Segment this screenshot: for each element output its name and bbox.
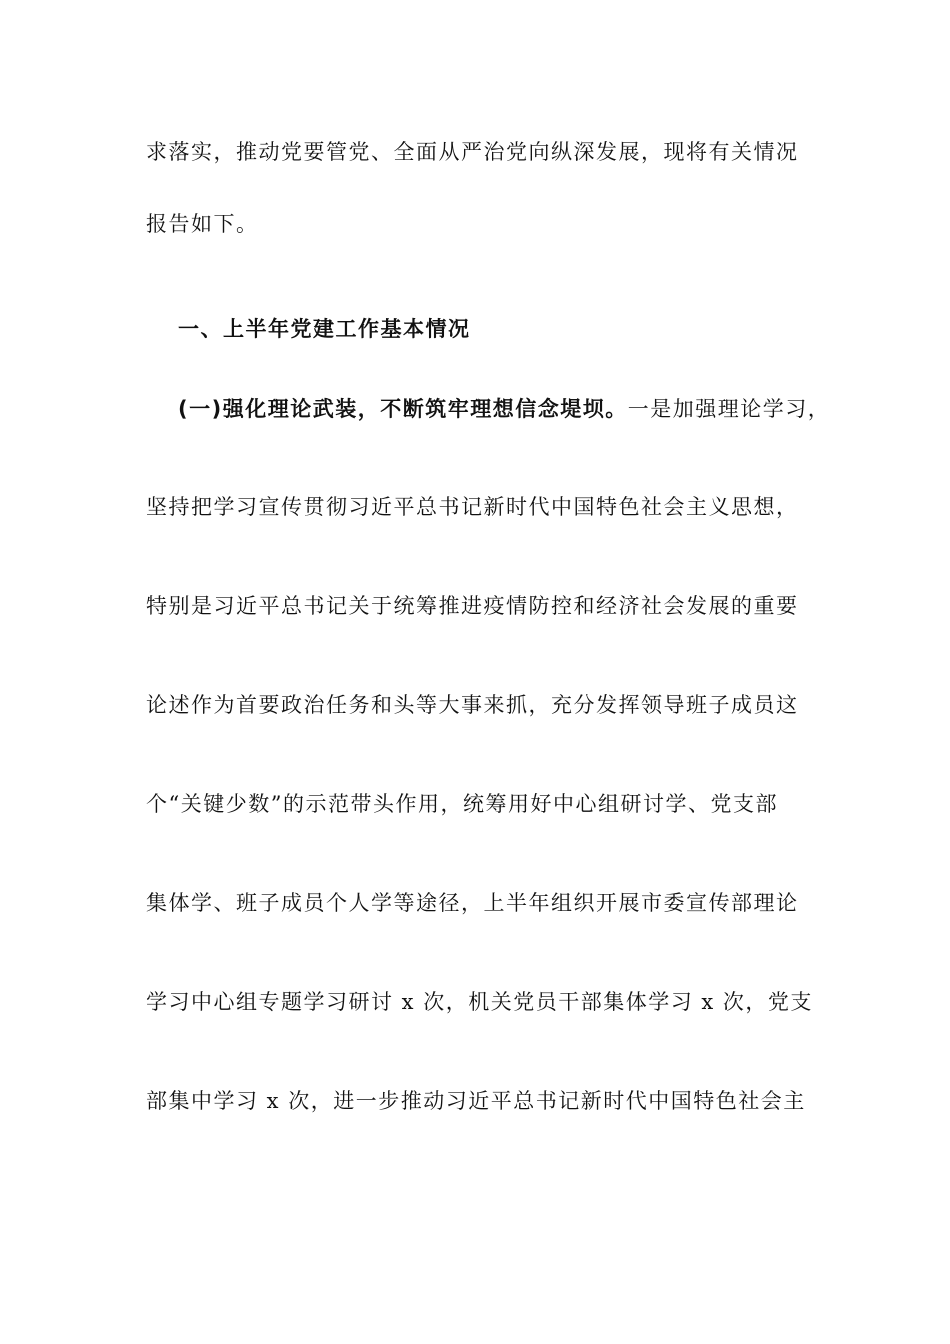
- text-line: 坚持把学习宣传贯彻习近平总书记新时代中国特色社会主义思想，: [146, 495, 799, 519]
- text-line: 论述作为首要政治任务和头等大事来抓，充分发挥领导班子成员这: [146, 693, 799, 717]
- subsection-heading: (一)强化理论武装，不断筑牢理想信念堤坝。: [178, 397, 628, 421]
- text-line: 学习中心组专题学习研讨 x 次，机关党员干部集体学习 x 次，党支: [146, 990, 813, 1014]
- subsection-first-line: [178, 394, 838, 424]
- subsection-text: 一是加强理论学习，: [627, 397, 831, 421]
- text-line: 特别是习近平总书记关于统筹推进疫情防控和经济社会发展的重要: [146, 594, 799, 618]
- text-line: 部集中学习 x 次，进一步推动习近平总书记新时代中国特色社会主: [146, 1089, 806, 1113]
- text-line: 个“关键少数”的示范带头作用，统筹用好中心组研讨学、党支部: [146, 792, 778, 816]
- section-heading: 一、上半年党建工作基本情况: [178, 317, 471, 341]
- text-line: 求落实，推动党要管党、全面从严治党向纵深发展，现将有关情况: [146, 140, 799, 164]
- text-line: 集体学、班子成员个人学等途径，上半年组织开展市委宣传部理论: [146, 891, 799, 915]
- text-line: 报告如下。: [146, 212, 259, 236]
